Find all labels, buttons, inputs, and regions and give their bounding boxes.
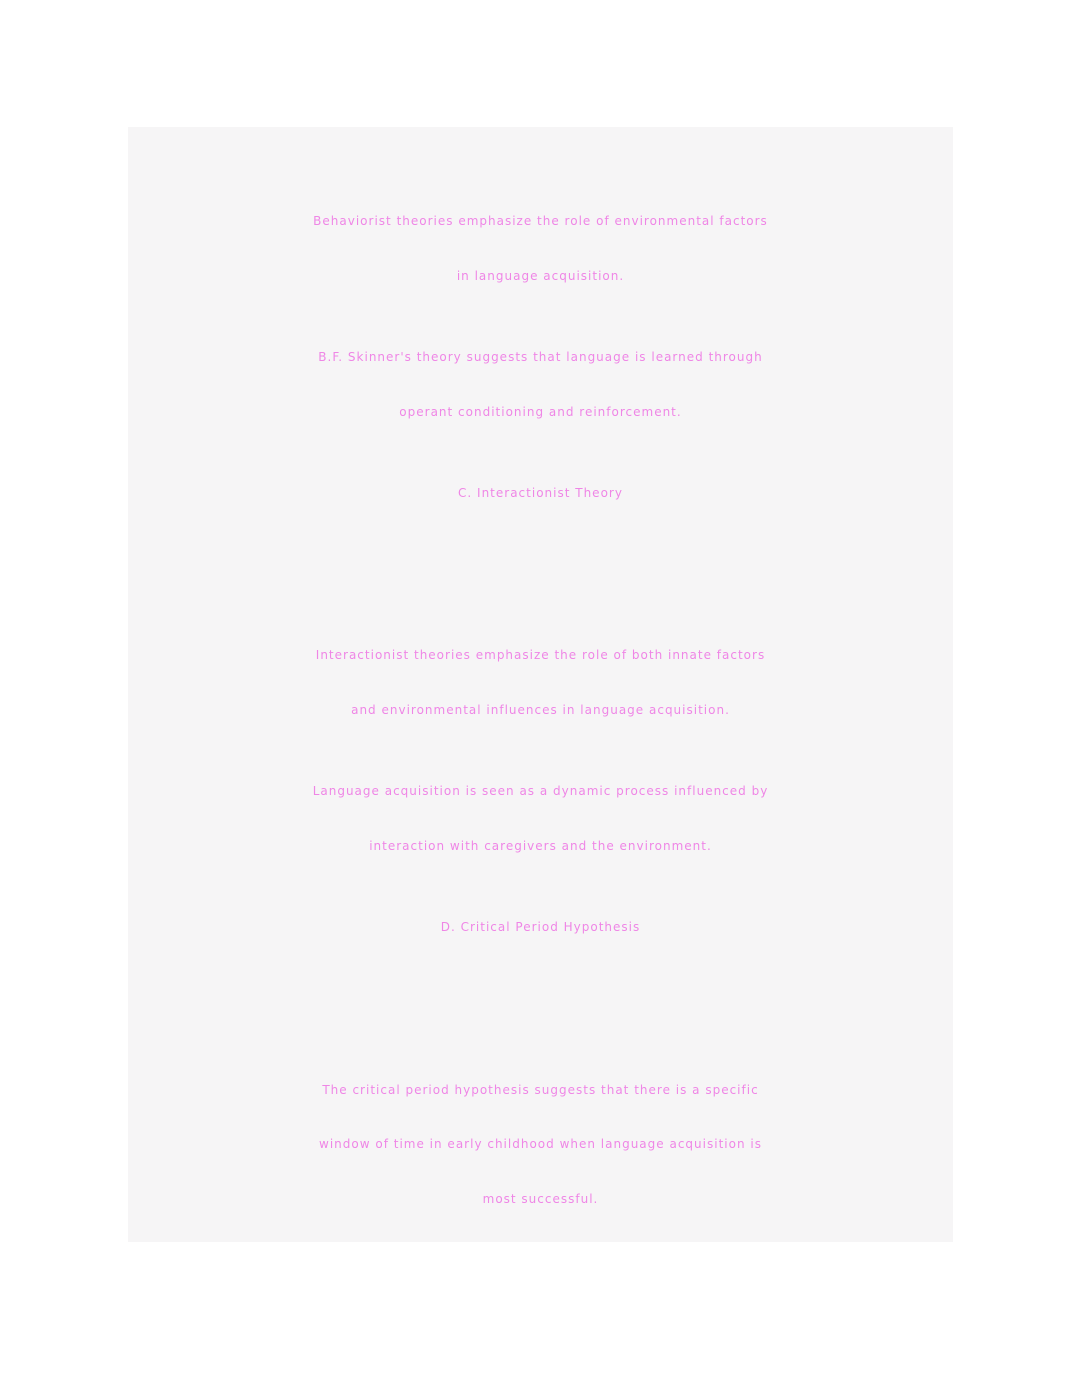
paragraph-critical-line-3: most successful. <box>482 1192 599 1206</box>
content-card <box>128 127 953 1242</box>
paragraph-skinner-line-2: operant conditioning and reinforcement. <box>399 405 682 419</box>
paragraph-interactionist-line-1: Interactionist theories emphasize the role of both innate factors <box>315 648 766 662</box>
paragraph-critical-line-2: window of time in early childhood when language acquisition is <box>319 1137 762 1151</box>
section-heading-critical-period: D. Critical Period Hypothesis <box>440 920 641 934</box>
section-heading-interactionist: C. Interactionist Theory <box>458 486 623 500</box>
paragraph-behaviorist-line-2: in language acquisition. <box>456 269 625 283</box>
paragraph-dynamic-line-2: interaction with caregivers and the environment. <box>369 839 712 853</box>
paragraph-critical-line-1: The critical period hypothesis suggests that there is a specific <box>322 1083 759 1097</box>
paragraph-interactionist-line-2: and environmental influences in language acquisition. <box>351 703 730 717</box>
paragraph-behaviorist-line-1: Behaviorist theories emphasize the role of environmental factors <box>313 214 768 228</box>
paragraph-skinner-line-1: B.F. Skinner's theory suggests that language is learned through <box>318 350 763 364</box>
paragraph-dynamic-line-1: Language acquisition is seen as a dynamic process influenced by <box>312 784 769 798</box>
